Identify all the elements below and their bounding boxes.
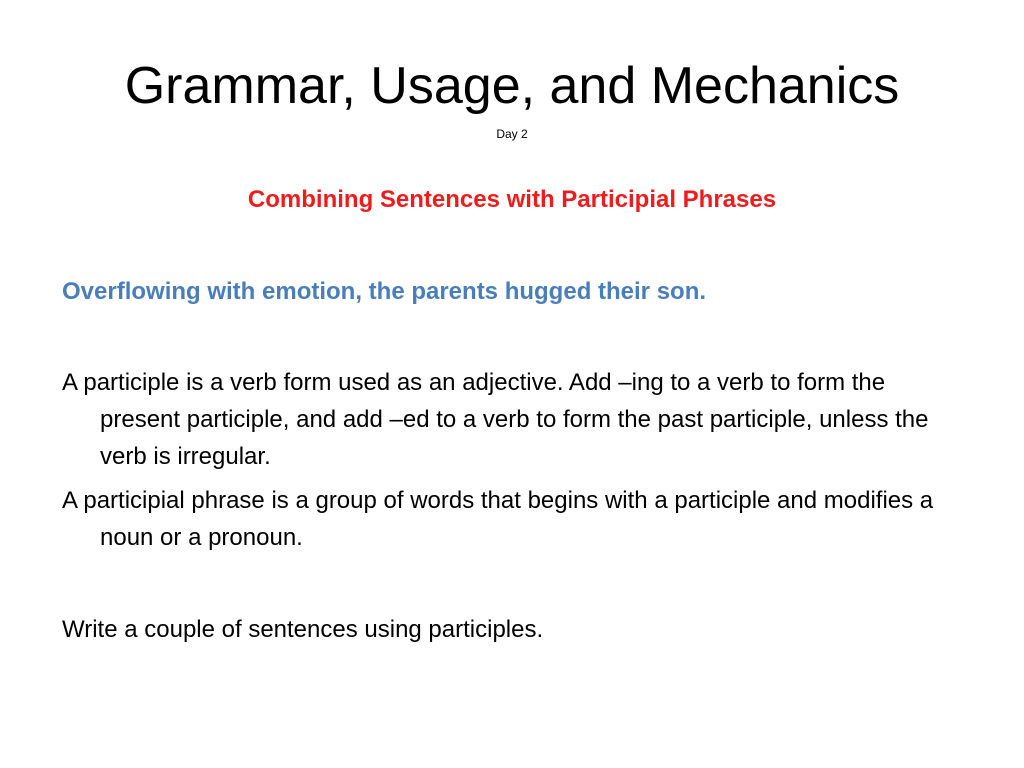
slide-title: Grammar, Usage, and Mechanics bbox=[124, 57, 900, 115]
slide-subtitle: Day 2 bbox=[496, 127, 528, 141]
writing-prompt: Write a couple of sentences using participles. bbox=[62, 616, 544, 643]
definition-participle: A participle is a verb form used as an adjective. Add –ing to a verb to form the present participle, and add –ed to a verb to form the past participle, unless the verb is irregular. bbox=[62, 369, 929, 470]
section-heading: Combining Sentences with Participial Phrases bbox=[247, 186, 777, 213]
example-sentence: Overflowing with emotion, the parents hugged their son. bbox=[62, 278, 707, 305]
definition-participial-phrase: A participial phrase is a group of words that begins with a participle and modifies a noun or a pronoun. bbox=[62, 487, 934, 551]
